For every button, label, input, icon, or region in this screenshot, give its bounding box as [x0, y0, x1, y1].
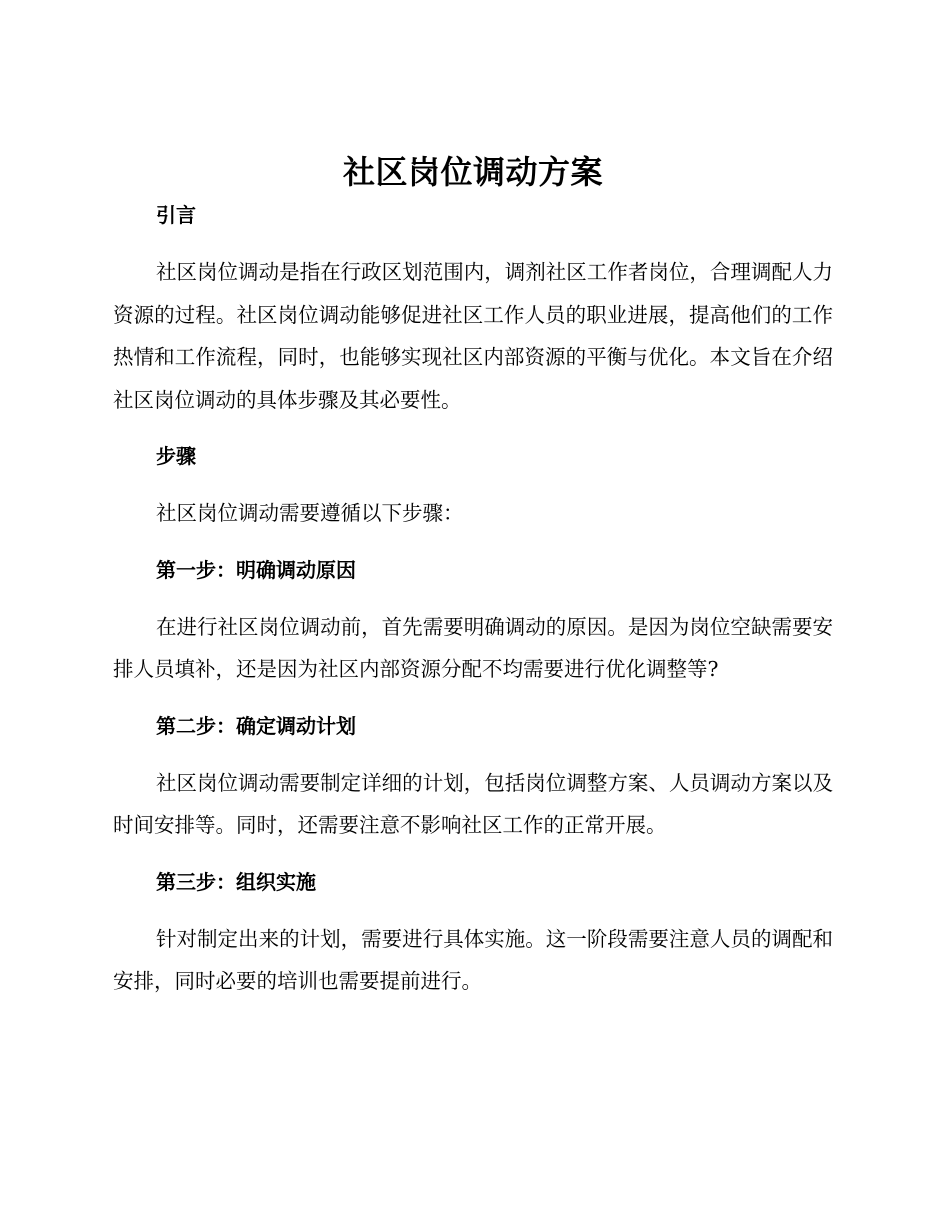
paragraph-step3: 针对制定出来的计划，需要进行具体实施。这一阶段需要注意人员的调配和安排，同时必要的培训也需要提前进行。	[113, 926, 833, 993]
paragraph-intro: 社区岗位调动是指在行政区划范围内，调剂社区工作者岗位，合理调配人力资源的过程。社区岗位调动能够促进社区工作人员的职业进展，提高他们的工作热情和工作流程，同时，也能够实现社区内部资源的平衡与优化。本文旨在介绍社区岗位调动的具体步骤及其必要性。	[113, 260, 833, 412]
paragraph-step1: 在进行社区岗位调动前，首先需要明确调动的原因。是因为岗位空缺需要安排人员填补，还是因为社区内部资源分配不均需要进行优化调整等?	[113, 614, 833, 681]
paragraph-step2: 社区岗位调动需要制定详细的计划，包括岗位调整方案、人员调动方案以及时间安排等。同时，还需要注意不影响社区工作的正常开展。	[113, 770, 833, 837]
section-heading-intro: 引言	[156, 203, 196, 227]
paragraph-steps-intro: 社区岗位调动需要遵循以下步骤：	[156, 501, 464, 525]
section-heading-step1: 第一步：明确调动原因	[156, 557, 356, 582]
document-body	[113, 150, 833, 1003]
section-heading-step2: 第二步：确定调动计划	[156, 713, 356, 738]
section-heading-steps: 步骤	[156, 444, 196, 468]
section-heading-step3: 第三步：组织实施	[156, 869, 316, 894]
document-title: 社区岗位调动方案	[342, 153, 603, 191]
